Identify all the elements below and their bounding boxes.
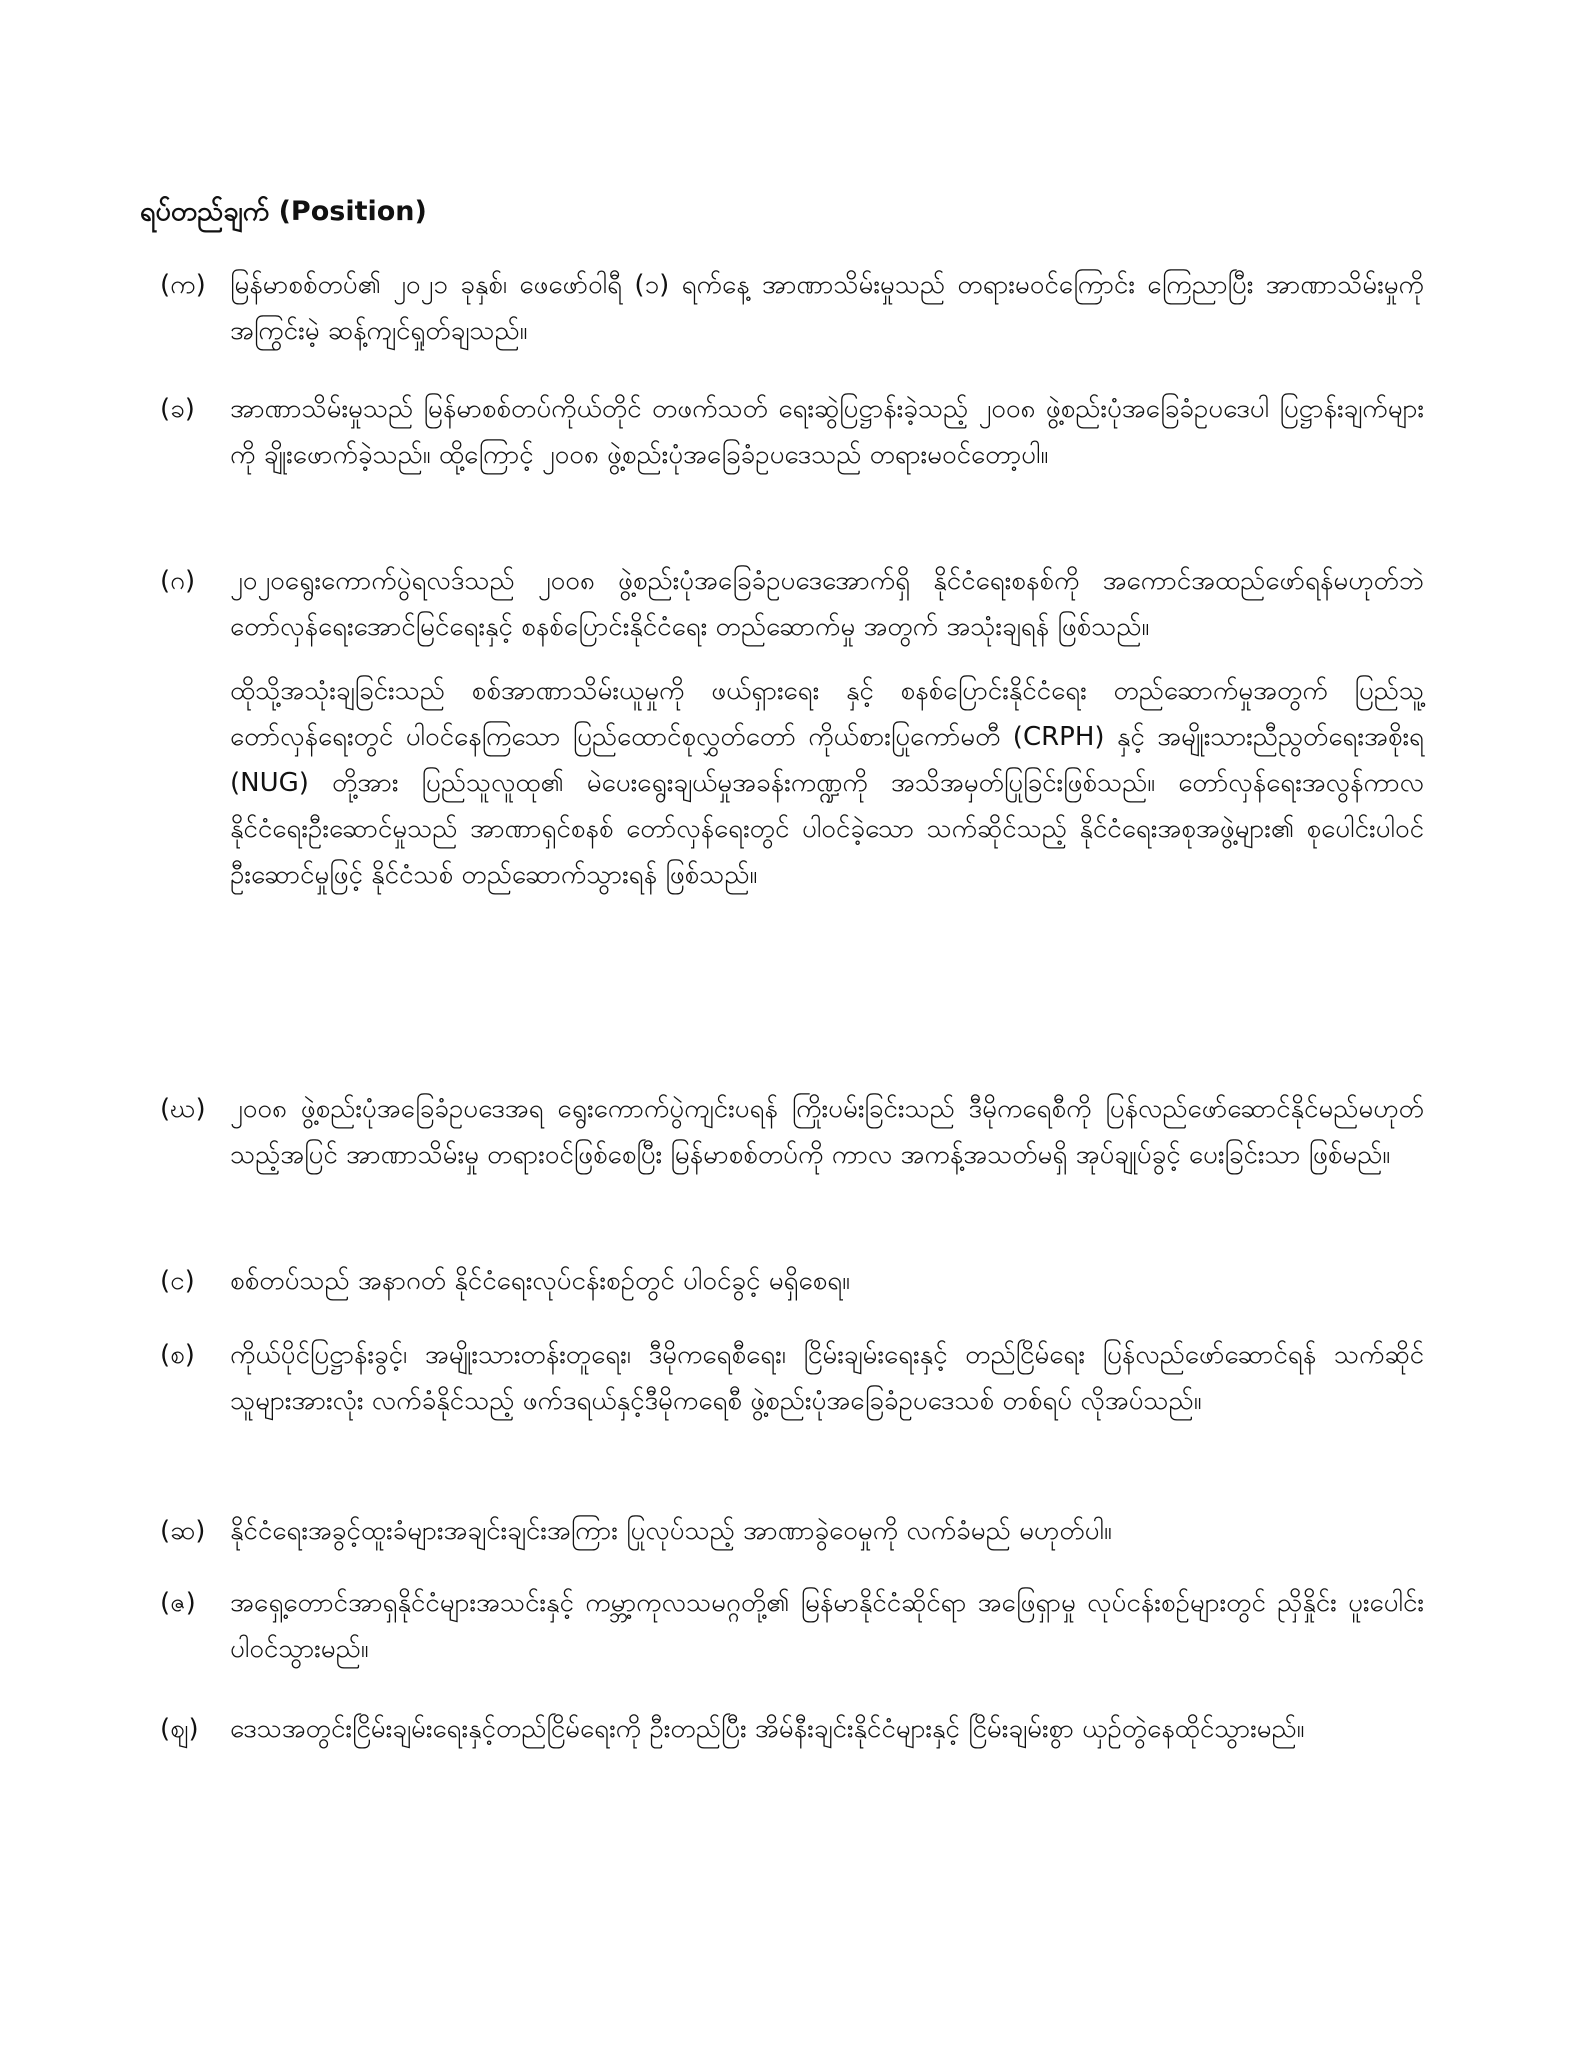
item-text: အာဏာသိမ်းမှုသည် မြန်မာစစ်တပ်ကိုယ်တိုင် တဖက်သတ် ရေးဆွဲပြဋ္ဌာန်းခဲ့သည့် ၂၀၀၈ ဖွဲ့စည်းပုံအခြေခံဥပဒေပါ ပြဋ္ဌာန်းချက်များကို ချိုးဖောက်ခဲ့သည်။ ထို့ကြောင့် ၂၀၀၈ ဖွဲ့စည်းပုံအခြေခံဥပဒေသည် တရားမဝင်တော့ပါ။	[230, 394, 1424, 470]
item-text: ဒေသအတွင်းငြိမ်းချမ်းရေးနှင့်တည်ငြိမ်ရေးကို ဦးတည်ပြီး အိမ်နီးချင်းနိုင်ငံများနှင့် ငြိမ်းချမ်းစွာ ယှဉ်တွဲနေထိုင်သွားမည်။	[230, 1714, 1305, 1744]
list-item	[160, 1508, 1424, 1554]
item-text: ၂၀၂၀ရွေးကောက်ပွဲရလဒ်သည် ၂၀၀၈ ဖွဲ့စည်းပုံအခြေခံဥပဒေအောက်ရှိ နိုင်ငံရေးစနစ်ကို အကောင်အထည်ဖော်ရန်မဟုတ်ဘဲ တော်လှန်ရေးအောင်မြင်ရေးနှင့် စနစ်ပြောင်းနိုင်ငံရေး တည်ဆောက်မှု အတွက် အသုံးချရန် ဖြစ်သည်။	[230, 566, 1424, 642]
list-item	[160, 1580, 1424, 1672]
section-heading: ရပ်တည်ချက် (Position)	[140, 196, 427, 227]
item-marker: (ဃ)	[160, 1094, 206, 1124]
item-text: ကိုယ်ပိုင်ပြဋ္ဌာန်းခွင့်၊ အမျိုးသားတန်းတူရေး၊ ဒီမိုကရေစီရေး၊ ငြိမ်းချမ်းရေးနှင့် တည်ငြိမ်ရေး ပြန်လည်ဖော်ဆောင်ရန် သက်ဆိုင်သူများအားလုံး လက်ခံနိုင်သည့် ဖက်ဒရယ်နှင့်ဒီမိုကရေစီ ဖွဲ့စည်းပုံအခြေခံဥပဒေသစ် တစ်ရပ် လိုအပ်သည်။	[230, 1340, 1424, 1416]
item-text: စစ်တပ်သည် အနာဂတ် နိုင်ငံရေးလုပ်ငန်းစဉ်တွင် ပါဝင်ခွင့် မရှိစေရ။	[230, 1266, 851, 1296]
list-item	[160, 1332, 1424, 1424]
item-text: နိုင်ငံရေးအခွင့်ထူးခံများအချင်းချင်းအကြား ပြုလုပ်သည့် အာဏာခွဲဝေမှုကို လက်ခံမည် မဟုတ်ပါ။	[230, 1516, 1112, 1546]
item-text: ၂၀၀၈ ဖွဲ့စည်းပုံအခြေခံဥပဒေအရ ရွေးကောက်ပွဲကျင်းပရန် ကြိုးပမ်းခြင်းသည် ဒီမိုကရေစီကို ပြန်လည်ဖော်ဆောင်နိုင်မည်မဟုတ်သည့်အပြင် အာဏာသိမ်းမှု တရားဝင်ဖြစ်စေပြီး မြန်မာစစ်တပ်ကို ကာလ အကန့်အသတ်မရှိ အုပ်ချုပ်ခွင့် ပေးခြင်းသာ ဖြစ်မည်။	[230, 1094, 1424, 1170]
item-marker: (ဂ)	[160, 566, 196, 596]
list-item	[160, 386, 1424, 478]
item-marker: (က)	[160, 270, 206, 300]
item-marker: (စ)	[160, 1340, 195, 1370]
list-item	[160, 1706, 1424, 1752]
list-item	[160, 1086, 1424, 1178]
item-text: အရှေ့တောင်အာရှနိုင်ငံများအသင်းနှင့် ကမ္ဘာ့ကုလသမဂ္ဂတို့၏ မြန်မာနိုင်ငံဆိုင်ရာ အဖြေရှာမှု လုပ်ငန်းစဉ်များတွင် ညှိနှိုင်း ပူးပေါင်းပါဝင်သွားမည်။	[230, 1588, 1424, 1664]
item-text: မြန်မာစစ်တပ်၏ ၂၀၂၁ ခုနှစ်၊ ဖေဖော်ဝါရီ (၁) ရက်နေ့ အာဏာသိမ်းမှုသည် တရားမဝင်ကြောင်း ကြေညာပြီး အာဏာသိမ်းမှုကို အကြွင်းမဲ့ ဆန့်ကျင်ရှုတ်ချသည်။	[230, 270, 1424, 346]
list-item	[160, 1258, 1424, 1304]
list-item	[160, 262, 1424, 354]
item-marker: (င)	[160, 1266, 195, 1296]
item-subparagraph: ထိုသို့အသုံးချခြင်းသည် စစ်အာဏာသိမ်းယူမှုကို ဖယ်ရှားရေး နှင့် စနစ်ပြောင်းနိုင်ငံရေး တည်ဆောက်မှုအတွက် ပြည်သူ့တော်လှန်ရေးတွင် ပါဝင်နေကြသော ပြည်ထောင်စုလွှတ်တော် ကိုယ်စားပြုကော်မတီ (CRPH) နှင့် အမျိုးသားညီညွတ်ရေးအစိုးရ (NUG) တို့အား ပြည်သူလူထု၏ မဲပေးရွေးချယ်မှုအခန်းကဏ္ဍကို အသိအမှတ်ပြုခြင်းဖြစ်သည်။ တော်လှန်ရေးအလွန်ကာလ နိုင်ငံရေးဦးဆောင်မှုသည် အာဏာရှင်စနစ် တော်လှန်ရေးတွင် ပါဝင်ခဲ့သော သက်ဆိုင်သည့် နိုင်ငံရေးအစုအဖွဲ့များ၏ စုပေါင်းပါဝင်ဦးဆောင်မှုဖြင့် နိုင်ငံသစ် တည်ဆောက်သွားရန် ဖြစ်သည်။	[230, 676, 1424, 890]
item-marker: (ဇ)	[160, 1588, 196, 1618]
item-marker: (ခ)	[160, 394, 195, 424]
item-marker: (ဈ)	[160, 1714, 199, 1744]
list-item	[160, 558, 1424, 898]
item-marker: (ဆ)	[160, 1516, 206, 1546]
